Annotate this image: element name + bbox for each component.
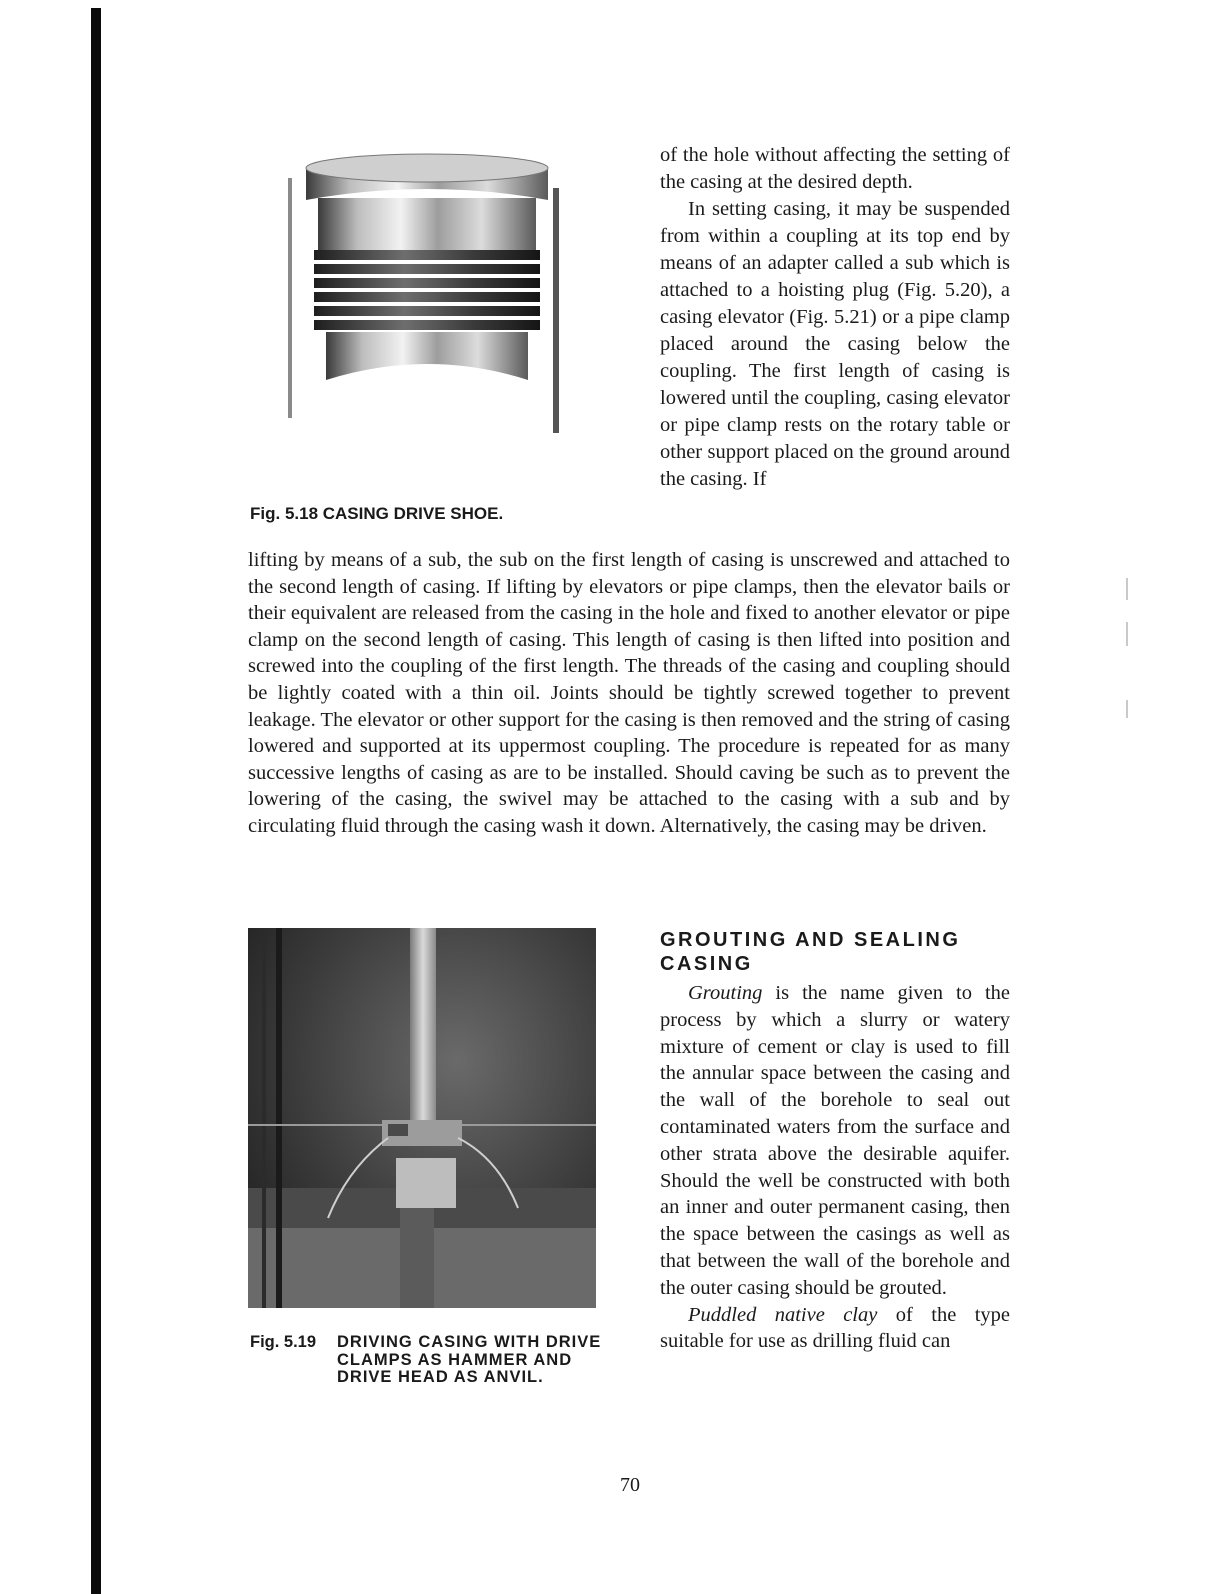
paragraph: of the hole without affecting the setting of the casing at the desired depth. (660, 144, 1010, 193)
puddled-text: of the type suitable for use as drilling fluid can (660, 1303, 1010, 1353)
scan-binding-edge (91, 8, 101, 1594)
scan-speck (1126, 622, 1128, 646)
paragraph: lifting by means of a sub, the sub on the first length of casing is unscrewed and attached to the second length of casing. If lifting by elevators or pipe clamps, then the elevator bails or their equivalent are released from the casing in the hole and fixed to another elevator or pipe clamp on the second length of casing. This length of casing is then lifted into position and screwed into the coupling of the first length. The threads of the casing and coupling should be lightly coated with a thin oil. Joints should be tightly screwed together to prevent leakage. The elevator or other support for the casing is then removed and the string of casing lowered and supported at its uppermost coupling. The procedure is repeated for as many successive lengths of casing as are to be installed. Should caving be such as to prevent the lowering of the casing, the swivel may be attached to the casing with a sub and by circulating fluid through the casing wash it down. Alternatively, the casing may be driven. (248, 549, 1010, 837)
paragraph: In setting casing, it may be suspended from within a coupling at its top end by means of an adapter called a sub which is attached to a hoisting plug (Fig. 5.20), a casing elevator (Fig. 5.21) or a pipe clamp placed around the casing below the coupling. The first length of casing is lowered until the coupling, casing elevator or pipe clamp rests on the rotary table or other support placed on the ground around the casing. If (660, 198, 1010, 490)
section-heading: GROUTING AND SEALING CASING (660, 929, 961, 975)
term-grouting: Grouting (688, 982, 763, 1004)
scan-speck (1126, 578, 1128, 600)
term-puddled-clay: Puddled native clay (688, 1303, 878, 1326)
paragraph (660, 980, 1010, 1302)
grouting-section (660, 928, 1010, 1355)
driving-casing-photo (248, 928, 596, 1308)
paragraph (660, 1302, 1010, 1356)
casing-drive-shoe-figure (278, 138, 578, 438)
page-number: 70 (620, 1474, 640, 1496)
right-column-top-text (660, 142, 1010, 493)
grouting-text: is the name given to the process by which a slurry or watery mixture of cement or clay is used to fill the annular space between the casing and the wall of the borehole to seal out contaminated waters from the surface and other strata above the desirable aquifer. Should the well be constructed with both an inner and outer permanent casing, then the space between the casings as well as that between the wall of the borehole and the outer casing should be grouted. (660, 982, 1010, 1299)
scan-speck (1126, 700, 1128, 718)
figure-519-number: Fig. 5.19 (250, 1333, 317, 1351)
figure-518-caption: Fig. 5.18 CASING DRIVE SHOE. (250, 504, 504, 523)
full-width-text (248, 547, 1010, 840)
figure-519-text: DRIVING CASING WITH DRIVE CLAMPS AS HAMMER AND DRIVE HEAD AS ANVIL. (337, 1333, 602, 1386)
